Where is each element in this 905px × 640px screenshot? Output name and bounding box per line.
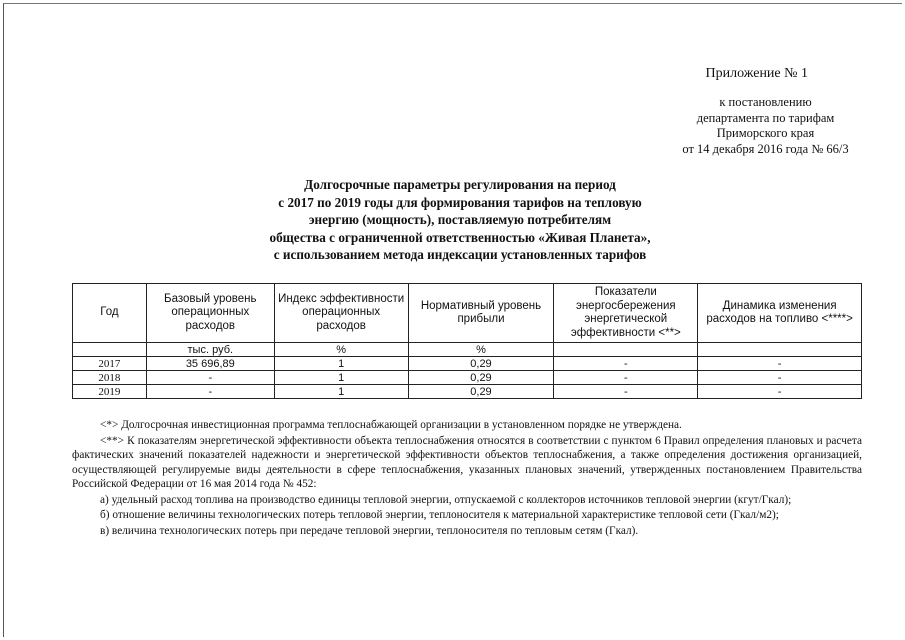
appendix-title: Приложение № 1 bbox=[705, 66, 808, 81]
table-cell: 1 bbox=[274, 371, 408, 385]
table-row bbox=[73, 385, 862, 399]
appendix-lines bbox=[648, 95, 883, 157]
table-cell: 2018 bbox=[73, 371, 147, 385]
table-row bbox=[73, 357, 862, 371]
table-cell: 0,29 bbox=[408, 385, 554, 399]
unit-cell: % bbox=[274, 343, 408, 357]
header-year: Год bbox=[73, 284, 147, 343]
unit-cell bbox=[73, 343, 147, 357]
header-energy-saving: Показатели энергосбережения энергетической эффективности <**> bbox=[554, 284, 698, 343]
heading-line: общества с ограниченной ответственностью «Живая Планета», bbox=[269, 229, 651, 245]
table-cell: 1 bbox=[274, 357, 408, 371]
table-cell: - bbox=[554, 385, 698, 399]
unit-cell bbox=[554, 343, 698, 357]
parameters-table bbox=[72, 283, 862, 399]
table-cell: 2019 bbox=[73, 385, 147, 399]
heading-line: с использованием метода индексации установленных тарифов bbox=[273, 247, 647, 262]
header-efficiency-index: Индекс эффективности операционных расходов bbox=[274, 284, 408, 343]
appendix-block bbox=[600, 66, 900, 157]
table-cell: 2017 bbox=[73, 357, 147, 371]
footnote-item-c: в) величина технологических потерь при передаче тепловой энергии, теплоносителя по тепловым сетям (Гкал). bbox=[100, 524, 639, 537]
unit-cell: % bbox=[408, 343, 554, 357]
footnote-energy-efficiency: <**> К показателям энергетической эффективности объекта теплоснабжения относятся в соответствии с пунктом 6 Правил определения плановых и расчета фактических значений показателей надежности и энергетической эффективности объектов теплоснабжения, а также определения достижения организацией, осуществляющей регулируемые виды деятельности в сфере теплоснабжения, указанных плановых значений, утвержденных постановлением Правительства Российской Федерации от 16 мая 2014 года № 452: bbox=[72, 434, 862, 490]
header-profit-level: Нормативный уровень прибыли bbox=[408, 284, 554, 343]
unit-cell: тыс. руб. bbox=[146, 343, 274, 357]
table-cell: 35 696,89 bbox=[146, 357, 274, 371]
table-cell: 0,29 bbox=[408, 371, 554, 385]
appendix-line: департамента по тарифам bbox=[696, 110, 835, 125]
table-cell: - bbox=[698, 385, 862, 399]
heading-line: с 2017 по 2019 годы для формирования тарифов на тепловую bbox=[278, 194, 642, 210]
footnotes bbox=[72, 418, 862, 538]
footnote-item-a: а) удельный расход топлива на производство единицы тепловой энергии, отпускаемой с коллекторов источников тепловой энергии (кгут/Гкал); bbox=[100, 493, 792, 506]
header-fuel-dynamics: Динамика изменения расходов на топливо <****> bbox=[698, 284, 862, 343]
table-cell: - bbox=[146, 371, 274, 385]
footnote-investment: <*> Долгосрочная инвестиционная программа теплоснабжающей организации в установленном порядке не утверждена. bbox=[100, 419, 682, 431]
unit-cell bbox=[698, 343, 862, 357]
table-cell: - bbox=[554, 371, 698, 385]
table-cell: 0,29 bbox=[408, 357, 554, 371]
appendix-line: Приморского края bbox=[716, 126, 815, 140]
appendix-line: от 14 декабря 2016 года № 66/3 bbox=[682, 141, 849, 156]
table-header-row bbox=[73, 284, 862, 343]
table-cell: - bbox=[698, 371, 862, 385]
table-cell: - bbox=[146, 385, 274, 399]
document-heading bbox=[180, 176, 740, 264]
table-cell: - bbox=[698, 357, 862, 371]
table-cell: 1 bbox=[274, 385, 408, 399]
footnote-item-b: б) отношение величины технологических потерь тепловой энергии, теплоносителя к материальной характеристике тепловой сети (Гкал/м2); bbox=[100, 509, 779, 521]
table-units-row bbox=[73, 343, 862, 357]
table-row bbox=[73, 371, 862, 385]
table-cell: - bbox=[554, 357, 698, 371]
header-base-opex: Базовый уровень операционных расходов bbox=[146, 284, 274, 343]
appendix-line: к постановлению bbox=[719, 95, 812, 109]
heading-line: Долгосрочные параметры регулирования на период bbox=[304, 177, 616, 192]
heading-line: энергию (мощность), поставляемую потребителям bbox=[308, 212, 612, 227]
